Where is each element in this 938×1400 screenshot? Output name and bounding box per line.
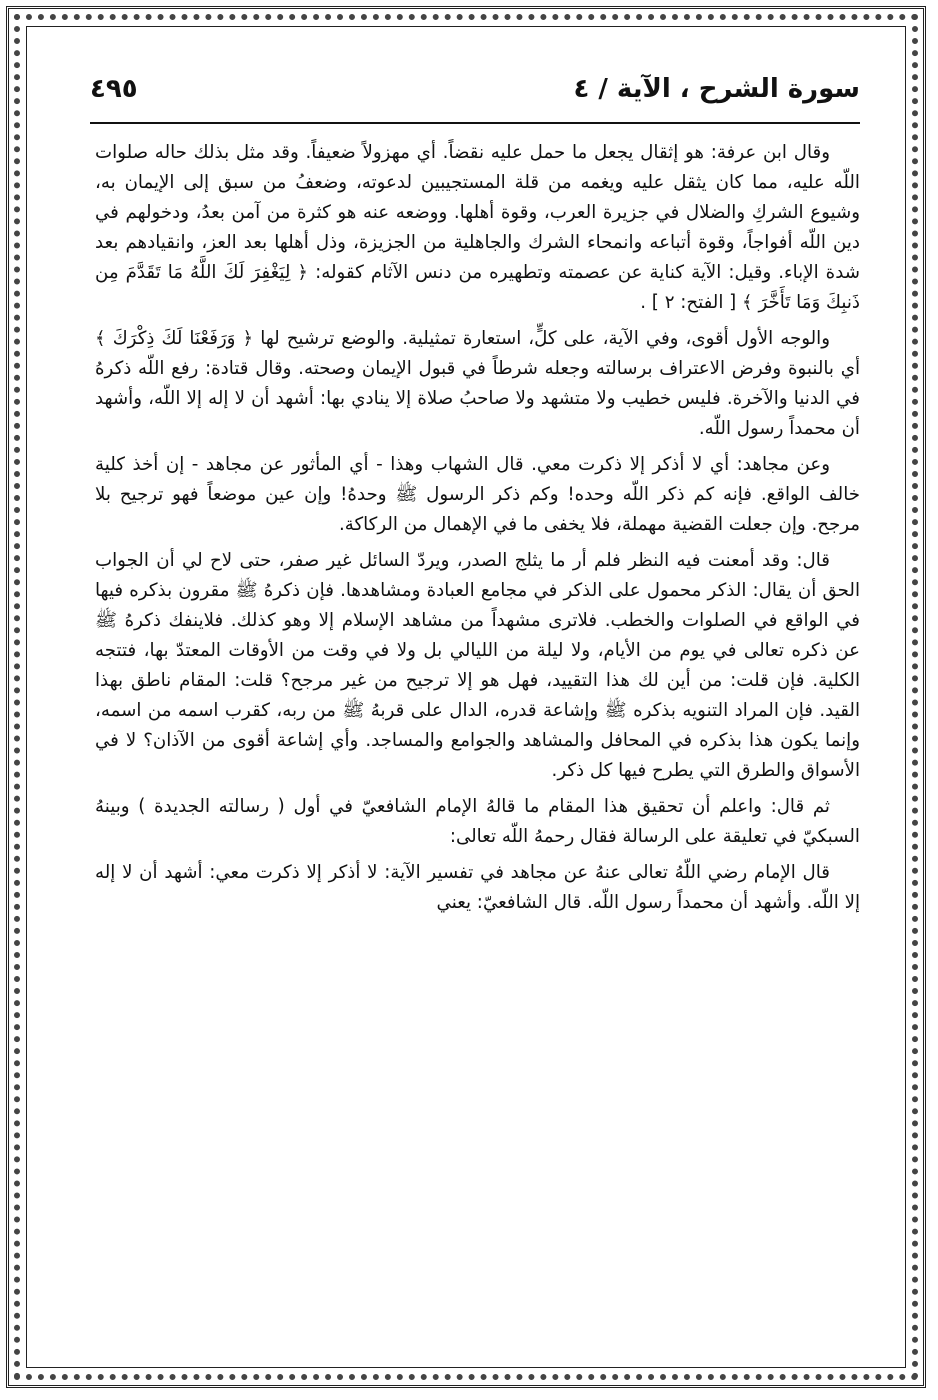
page-body [95, 138, 860, 924]
page-number: ٤٩٥ [90, 74, 138, 104]
paragraph: ثم قال: واعلم أن تحقيق هذا المقام ما قالهُ الإمام الشافعيّ في أول ( رسالته الجديدة ) وبينهُ السبكيّ في تعليقة على الرسالة فقال رحمهُ اللّه تعالى: [95, 796, 860, 847]
paragraph: قال: وقد أمعنت فيه النظر فلم أر ما يثلج الصدر، ويردّ السائل غير صفر، حتى لاح لي أن الجواب الحق أن يقال: الذكر محمول على الذكر في مجامع العبادة ومشاهدها. فإن ذكرهُ ﷺ مقرون بذكره فيها في الواقع في الصلوات والخطب. فلاترى مشهداً من مشاهد الإسلام إلا وهو كذلك. فلاينفك ذكرهُ ﷺ عن ذكره تعالى في يوم من الأيام، ولا ليلة من الليالي بل ولا في وقت من الأوقات المعتدّ بها، فتتجه الكلية. فإن قلت: من أين لك هذا التقييد، فهل هو إلا ترجيح من غير مرجح؟ قلت: المقام ناطق بهذا القيد. فإن المراد التنويه بذكره ﷺ وإشاعة قدره، الدال على قربهُ ﷺ من ربه، كقرب اسمه من اسمه، وإنما يكون هذا بذكره في المحافل والمشاهد والجوامع والمساجد. وأي إشاعة أقوى من الآذان؟ لا في الأسواق والطرق التي يطرح فيها كل ذكر. [95, 550, 860, 781]
paragraph: وعن مجاهد: أي لا أذكر إلا ذكرت معي. قال الشهاب وهذا - أي المأثور عن مجاهد - إن أخذ كلية خالف الواقع. فإنه كم ذكر اللّه وحده! وكم ذكر الرسول ﷺ وحدهُ! وإن عين موضعاً فهو ترجيح بلا مرجح. وإن جعلت القضية مهملة، فلا يخفى ما في الإهمال من الركاكة. [95, 454, 860, 535]
page-header [90, 70, 860, 118]
paragraph: قال الإمام رضي اللّهُ تعالى عنهُ عن مجاهد في تفسير الآية: لا أذكر إلا ذكرت معي: أشهد أن لا إله إلا اللّه. وأشهد أن محمداً رسول اللّه. قال الشافعيّ: يعني [95, 862, 860, 913]
paragraph: والوجه الأول أقوى، وفي الآية، على كلٍّ، استعارة تمثيلية. والوضع ترشيح لها ﴿ وَرَفَعْنَا لَكَ ذِكْرَكَ ﴾ أي بالنبوة وفرض الاعتراف برسالته وجعله شرطاً في قبول الإيمان وصحته. وقال قتادة: رفع اللّه ذكرهُ في الدنيا والآخرة. فليس خطيب ولا متشهد ولا صاحبُ صلاة إلا ينادي بها: أشهد أن لا إله إلا اللّه، وأشهد أن محمداً رسول اللّه. [95, 328, 860, 439]
running-head: سورة الشرح ، الآية / ٤ [573, 74, 860, 104]
paragraph: وقال ابن عرفة: هو إثقال يجعل ما حمل عليه نقضاً. أي مهزولاً ضعيفاً. وقد مثل بذلك حاله صلوات اللّه عليه، مما كان يثقل عليه ويغمه من قلة المستجيبين لدعوته، وضعفُ من سبق إلى الإيمان به، وشيوع الشركِ والضلال في جزيرة العرب، وقوة أهلها. ووضعه عنه هو كثرة من آمن بعدُ، ودخولهم في دين اللّه أفواجاً، وقوة أتباعه وانمحاء الشرك والجاهلية من الجزيزة، وذل أهلها بعد العز، وانقيادهم بعد شدة الإباء. وقيل: الآية كناية عن عصمته وتطهيره من دنس الآثام كقوله: ﴿ لِيَغْفِرَ لَكَ اللَّهُ مَا تَقَدَّمَ مِن ذَنبِكَ وَمَا تَأَخَّرَ ﴾ [ الفتح: ٢ ] . [95, 142, 860, 313]
header-rule [90, 122, 860, 124]
